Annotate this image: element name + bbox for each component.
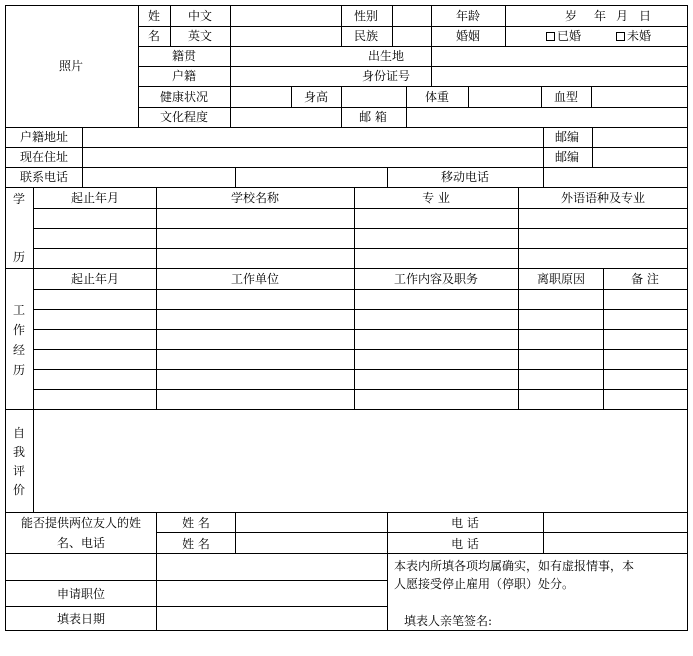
- postcode-label: 邮编: [554, 130, 580, 144]
- ethnicity-label: 民族: [353, 29, 379, 43]
- work-vertical-char-3: 经: [12, 343, 26, 357]
- birth-year-unit: 年: [593, 9, 607, 23]
- birth-month-unit: 月: [615, 9, 629, 23]
- hukou-address-label: 户籍地址: [19, 130, 69, 144]
- self-eval-vertical-char-3: 评: [12, 464, 26, 478]
- declaration-line-2: 人愿接受停止雇用（停职）处分。: [394, 577, 575, 591]
- email-field[interactable]: [407, 108, 687, 127]
- work-header-leave-reason: 离职原因: [536, 272, 586, 286]
- edu-header-language: 外语语种及专业: [560, 191, 646, 205]
- self-evaluation-field[interactable]: [34, 410, 687, 512]
- work-header-duties: 工作内容及职务: [393, 272, 479, 286]
- weight-field[interactable]: [469, 87, 541, 107]
- birthplace-field[interactable]: [432, 47, 687, 66]
- edu-header-school: 学校名称: [230, 191, 280, 205]
- birth-day-unit: 日: [638, 9, 652, 23]
- photo-box[interactable]: [6, 6, 138, 127]
- signature-label: 填表人亲笔签名:: [404, 614, 493, 628]
- reference-2-phone-label: 电 话: [451, 537, 479, 551]
- english-name-field[interactable]: [231, 27, 341, 46]
- fill-date-field[interactable]: [157, 607, 387, 630]
- photo-label: 照片: [58, 59, 84, 73]
- birthplace-label: 出生地: [367, 49, 405, 63]
- work-rows[interactable]: [34, 290, 687, 409]
- current-address-label: 现在住址: [19, 150, 69, 164]
- education-vertical-char-1: 学: [12, 192, 26, 206]
- married-checkbox[interactable]: [546, 29, 581, 43]
- blood-type-field[interactable]: [592, 87, 687, 107]
- native-place-field[interactable]: [231, 47, 341, 66]
- birth-age-unit: 岁: [564, 9, 578, 23]
- english-name-label: 英文: [187, 29, 213, 43]
- checkbox-icon: [616, 32, 625, 41]
- work-header-period: 起止年月: [70, 272, 120, 286]
- weight-label: 体重: [424, 90, 450, 104]
- native-place-label: 籍贯: [171, 49, 197, 63]
- reference-1-phone-field[interactable]: [544, 513, 687, 532]
- postcode-label-2: 邮编: [554, 150, 580, 164]
- height-field[interactable]: [342, 87, 406, 107]
- health-field[interactable]: [231, 87, 291, 107]
- reference-1-phone-label: 电 话: [451, 516, 479, 530]
- checkbox-icon: [546, 32, 555, 41]
- gender-field[interactable]: [393, 6, 431, 26]
- mobile-phone-label: 移动电话: [440, 170, 490, 184]
- work-header-remarks: 备 注: [631, 272, 659, 286]
- unmarried-label: 未婚: [627, 29, 652, 43]
- education-rows[interactable]: [34, 209, 687, 268]
- fill-date-label: 填表日期: [56, 612, 106, 626]
- id-number-label: 身份证号: [361, 69, 411, 83]
- health-label: 健康状况: [159, 90, 209, 104]
- age-label: 年龄: [455, 9, 481, 23]
- unmarried-checkbox[interactable]: [616, 29, 651, 43]
- self-eval-vertical-char-1: 自: [12, 426, 26, 440]
- gender-label: 性别: [353, 9, 379, 23]
- chinese-name-field[interactable]: [231, 6, 341, 26]
- hukou-field[interactable]: [231, 67, 341, 86]
- hukou-label: 户籍: [171, 69, 197, 83]
- self-eval-vertical-char-4: 价: [12, 483, 26, 497]
- work-vertical-char-2: 作: [12, 323, 26, 337]
- contact-phone-label: 联系电话: [19, 170, 69, 184]
- education-level-label: 文化程度: [159, 110, 209, 124]
- hukou-postcode-field[interactable]: [593, 128, 687, 147]
- ethnicity-field[interactable]: [393, 27, 431, 46]
- signature-field[interactable]: [500, 607, 685, 630]
- height-label: 身高: [303, 90, 329, 104]
- id-number-field[interactable]: [432, 67, 687, 86]
- edu-header-period: 起止年月: [70, 191, 120, 205]
- work-header-company: 工作单位: [230, 272, 280, 286]
- declaration-line-1: 本表内所填各项均属确实，如有虚报情事，本: [394, 559, 635, 573]
- reference-2-phone-field[interactable]: [544, 533, 687, 553]
- reference-2-name-field[interactable]: [236, 533, 387, 553]
- current-postcode-field[interactable]: [593, 148, 687, 167]
- hukou-address-field[interactable]: [83, 128, 543, 147]
- email-label: 邮 箱: [359, 110, 387, 124]
- mobile-phone-field[interactable]: [544, 168, 687, 187]
- work-vertical-char-1: 工: [12, 303, 26, 317]
- current-address-field[interactable]: [83, 148, 543, 167]
- reference-2-name-label: 姓 名: [182, 537, 210, 551]
- marriage-label: 婚姻: [455, 29, 481, 43]
- education-level-field[interactable]: [231, 108, 341, 127]
- reference-question-line-1: 能否提供两位友人的姓: [20, 516, 142, 530]
- name-label-char-2: 名: [147, 29, 161, 43]
- chinese-name-label: 中文: [187, 9, 213, 23]
- blood-type-label: 血型: [553, 90, 579, 104]
- position-applied-label: 申请职位: [56, 587, 106, 601]
- reference-question-line-2: 名、电话: [56, 536, 106, 550]
- reference-1-name-field[interactable]: [236, 513, 387, 532]
- name-label-char-1: 姓: [147, 9, 161, 23]
- edu-header-major: 专 业: [422, 191, 450, 205]
- self-eval-vertical-char-2: 我: [12, 445, 26, 459]
- position-applied-field[interactable]: [157, 581, 387, 606]
- education-vertical-char-2: 历: [12, 250, 26, 264]
- work-vertical-char-4: 历: [12, 363, 26, 377]
- contact-phone-field[interactable]: [83, 168, 235, 187]
- married-label: 已婚: [557, 29, 582, 43]
- reference-1-name-label: 姓 名: [182, 516, 210, 530]
